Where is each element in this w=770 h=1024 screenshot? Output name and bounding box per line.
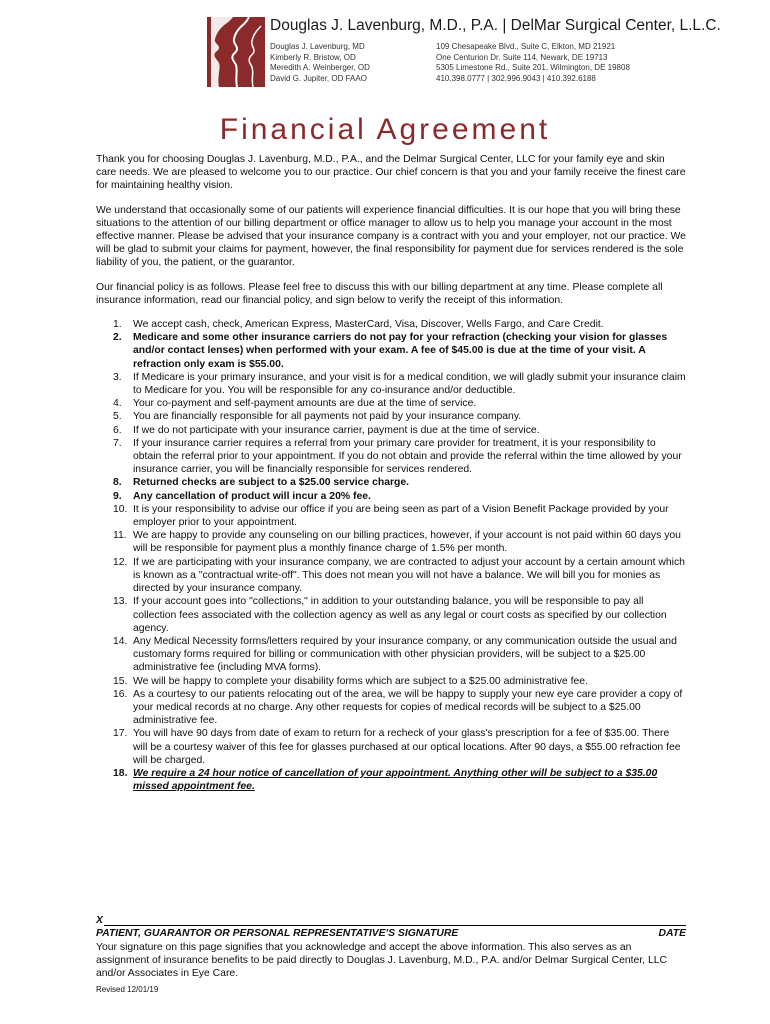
policy-item-text: You are financially responsible for all payments not paid by your insurance company.	[133, 411, 522, 423]
doctor-name: David G. Jupiter, OD FAAO	[270, 73, 367, 83]
signature-block	[96, 914, 686, 996]
policy-item-number: 11.	[113, 530, 127, 542]
policy-item-text: We will be happy to complete your disability forms which are subject to a $25.00 administrative fee.	[133, 675, 588, 687]
policy-item-number: 1.	[113, 319, 122, 331]
policy-item	[96, 318, 686, 331]
doctor-name: Kimberly R. Bristow, OD	[270, 52, 356, 62]
signature-label: PATIENT, GUARANTOR OR PERSONAL REPRESENTATIVE'S SIGNATURE	[96, 928, 459, 939]
difficulties-paragraph: We understand that occasionally some of our patients will experience financial difficulties. It is our hope that you will bring these situations to the attention of our billing department or office manager to allow us to help you manage your account in the most effective manner. Please be advised that your insurance company is a contract with you and your employer, not our practice. We will be glad to submit your claims for payment, however, the final responsibility for payment due for services rendered is the sole liability of you, the patient, or the guarantor.	[96, 204, 686, 269]
policy-item-number: 2.	[113, 332, 122, 344]
policy-item-number: 3.	[113, 371, 122, 383]
policy-item	[96, 727, 686, 767]
policy-item-number: 16.	[113, 688, 128, 700]
policy-item	[96, 476, 686, 489]
doctor-list	[270, 42, 370, 84]
intro-paragraph: Thank you for choosing Douglas J. Lavenburg, M.D., P.A., and the Delmar Surgical Center, LLC for your family eye and skin care needs. We are pleased to welcome you to our practice. Our chief concern is that you and your family receive the finest care for maintaining healthy vision.	[96, 154, 686, 192]
signature-x-mark: X	[96, 915, 103, 926]
policy-item-text: Any cancellation of product will incur a 20% fee.	[133, 490, 371, 502]
policy-item-number: 6.	[113, 424, 122, 436]
policy-item-text: If your account goes into "collections," in addition to your outstanding balance, you will be responsible to pay all collection fees associated with the collection agency as well as any legal or court costs as specified by our collection agency.	[133, 596, 667, 634]
address-line: One Centurion Dr. Suite 114, Newark, DE 19713	[436, 52, 608, 62]
policy-item-text: Any Medical Necessity forms/letters required by your insurance company, or any communication outside the usual and customary forms required for billing or communication with other physician providers, will be subject to a $25.00 administrative fee (including MVA forms).	[133, 635, 677, 674]
policy-item	[96, 556, 686, 596]
policy-item-text: It is your responsibility to advise our office if you are being seen as part of a Vision Benefit Package provided by your employer prior to your appointment.	[133, 503, 669, 529]
policy-item-text: If we do not participate with your insurance carrier, payment is due at the time of service.	[133, 424, 540, 436]
practice-title: Douglas J. Lavenburg, M.D., P.A. | DelMar Surgical Center, L.L.C.	[270, 17, 721, 34]
policy-item-number: 9.	[113, 490, 122, 502]
policy-item	[96, 688, 686, 728]
policy-item-text: As a courtesy to our patients relocating out of the area, we will be happy to supply your new eye care provider a copy of your medical records at no charge. Any other requests for copies of medical records will be subject to a $25.00 administrative fee.	[133, 688, 683, 727]
policy-item-number: 12.	[113, 556, 128, 568]
policy-item-text: We are happy to provide any counseling on our billing practices, however, if your account is not paid within 60 days you will be responsible for payment plus a monthly finance charge of 1.5% per month.	[133, 530, 681, 555]
policy-item	[96, 424, 686, 437]
signature-line[interactable]	[104, 925, 686, 926]
document-heading: Financial Agreement	[219, 113, 551, 146]
policy-item	[96, 371, 686, 397]
policy-item-text: We accept cash, check, American Express, MasterCard, Visa, Discover, Wells Fargo, and Care Credit.	[133, 319, 604, 331]
policy-item	[96, 675, 686, 688]
policy-list	[96, 318, 686, 793]
policy-item-number: 17.	[113, 728, 128, 740]
policy-item	[96, 595, 686, 635]
revised-date: Revised 12/01/19	[96, 985, 159, 994]
phone-numbers: 410.398.0777 | 302.996.9043 | 410.392.6188	[436, 73, 596, 83]
acknowledgement-text: Your signature on this page signifies that you acknowledge and accept the above information. This also serves as an assignment of insurance benefits to be paid directly to Douglas J. Lavenburg, M.D., P.A. and/or Delmar Surgical Center, LLC and/or Associates in Eye Care.	[96, 942, 668, 979]
policy-item	[96, 331, 686, 371]
policy-item-number: 14.	[113, 635, 128, 647]
date-label: DATE	[658, 928, 686, 939]
document-body	[96, 153, 686, 793]
address-line: 109 Chesapeake Blvd., Suite C, Elkton, MD 21921	[436, 42, 616, 51]
policy-item-text: You will have 90 days from date of exam to return for a recheck of your glass's prescription for a fee of $35.00. There will be a courtesy waiver of this fee for glasses purchased at our optical locations. After 90 days, a $55.00 refraction fee will be charged.	[133, 728, 681, 766]
profile-silhouette-logo-icon	[207, 17, 265, 87]
policy-item	[96, 437, 686, 477]
doctor-name: Douglas J. Lavenburg, MD	[270, 42, 365, 51]
policy-item-text: Your co-payment and self-payment amounts are due at the time of service.	[133, 398, 477, 410]
policy-paragraph: Our financial policy is as follows. Please feel free to discuss this with our billing department at any time. Please complete all insurance information, read our financial policy, and sign below to verify the receipt of this information.	[96, 281, 663, 306]
policy-item-text: Returned checks are subject to a $25.00 service charge.	[133, 477, 410, 489]
policy-item-number: 4.	[113, 398, 122, 410]
policy-item	[96, 529, 686, 555]
policy-item	[96, 490, 686, 503]
policy-item-text: If your insurance carrier requires a referral from your primary care provider for treatment, it is your responsibility to obtain the referral prior to your appointment. If you do not obtain and provide the referral within the time allowed by your insurance carrier, you will be financially responsible for services rendered.	[133, 437, 682, 476]
policy-item	[96, 767, 686, 793]
address-line: 5305 Limestone Rd., Suite 201, Wilmington, DE 19808	[436, 63, 630, 72]
policy-item-number: 8.	[113, 477, 122, 489]
policy-item-number: 7.	[113, 437, 122, 449]
policy-item	[96, 503, 686, 529]
policy-item-number: 15.	[113, 675, 128, 687]
policy-item-text: We require a 24 hour notice of cancellation of your appointment. Anything other will be subject to a $35.00 missed appointment fee.	[133, 767, 658, 793]
policy-item-text: If we are participating with your insurance company, we are contracted to adjust your account by a certain amount which is known as a "contractual write-off". This does not mean you will not have a balance. We will bill you for monies as directed by your insurance company.	[133, 556, 685, 595]
policy-item-number: 13.	[113, 596, 128, 608]
policy-item-text: If Medicare is your primary insurance, and your visit is for a medical condition, we will gladly submit your insurance claim to Medicare for you. You will be responsible for any co-insurance and/or deductible.	[133, 371, 686, 397]
policy-item	[96, 397, 686, 410]
address-list	[436, 42, 630, 84]
policy-item-number: 5.	[113, 411, 122, 423]
policy-item-number: 18.	[113, 767, 128, 779]
policy-item-number: 10.	[113, 503, 128, 515]
signature-labels	[96, 927, 686, 940]
policy-item-text: Medicare and some other insurance carriers do not pay for your refraction (checking your vision for glasses and/or contact lenses) when performed with your exam. A fee of $45.00 is due at the time of your visit. A refraction only exam is $55.00.	[133, 332, 668, 370]
doctor-name: Meredith A. Weinberger, OD	[270, 63, 370, 72]
policy-item	[96, 635, 686, 675]
policy-item	[96, 410, 686, 423]
